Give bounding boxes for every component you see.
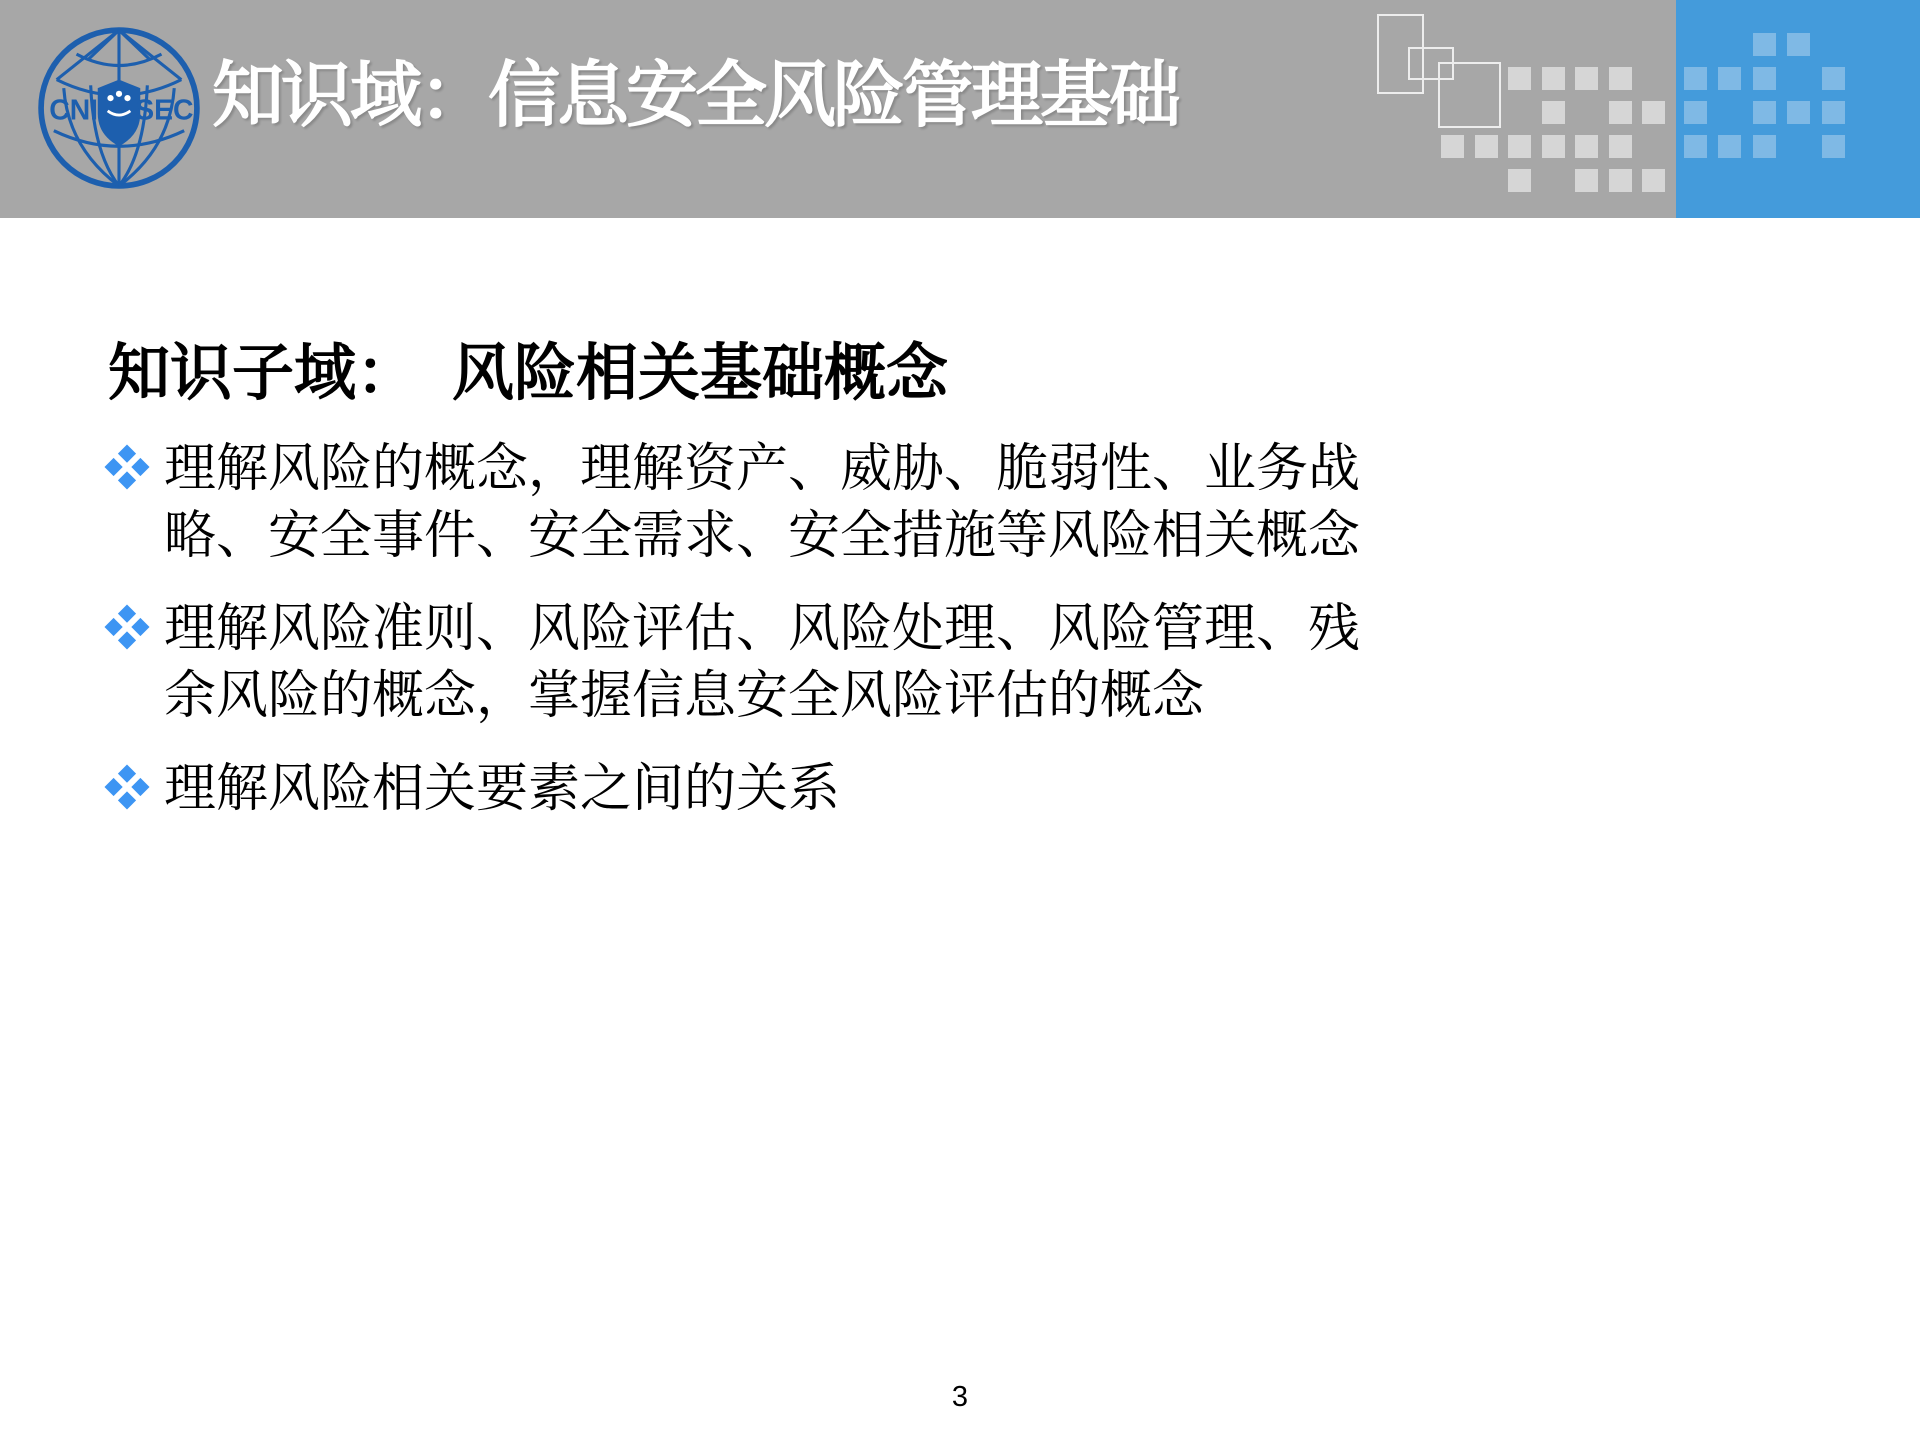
slide-title: 知识域：信息安全风险管理基础 [212,56,1179,136]
gray-deco-square [1542,135,1565,158]
gray-deco-square [1542,101,1565,124]
blue-deco-square [1753,135,1776,158]
gray-deco-square [1575,135,1598,158]
gray-deco-square [1575,169,1598,192]
gray-deco-square [1609,135,1632,158]
blue-deco-square [1822,135,1845,158]
outline-deco-square [1438,62,1501,128]
gray-deco-square [1609,67,1632,90]
blue-deco-square [1787,101,1810,124]
gray-deco-square [1575,67,1598,90]
section-heading-text: 风险相关基础概念 [452,339,949,408]
logo-text-sec: SEC [135,94,194,127]
four-diamond-bullet-icon [104,604,150,650]
blue-deco-square [1753,33,1776,56]
cnitsec-logo [34,22,204,194]
blue-deco-square [1787,33,1810,56]
four-diamond-bullet-icon [104,764,150,810]
bullet-text: 理解风险相关要素之间的关系 [164,760,841,818]
section-heading [108,338,948,409]
blue-deco-square [1684,67,1707,90]
gray-deco-square [1642,101,1665,124]
page-number: 3 [951,1381,969,1413]
gray-deco-square [1609,101,1632,124]
logo-text-cni: CNI [49,94,99,127]
gray-deco-square [1542,67,1565,90]
logo-shield-icon [98,80,141,147]
blue-deco-square [1684,101,1707,124]
gray-deco-square [1508,169,1531,192]
header-band [0,0,1920,218]
gray-deco-square [1609,169,1632,192]
blue-deco-square [1753,67,1776,90]
section-heading-prefix: 知识子域： [108,339,419,408]
list-item [104,596,1404,730]
bullet-text: 理解风险准则、风险评估、风险处理、风险管理、残余风险的概念，掌握信息安全风险评估的概念 [164,600,1361,725]
blue-deco-square [1684,135,1707,158]
blue-deco-square [1822,101,1845,124]
blue-deco-square [1822,67,1845,90]
list-item [104,756,1404,823]
blue-deco-square [1753,101,1776,124]
gray-deco-square [1475,135,1498,158]
gray-deco-square [1441,135,1464,158]
blue-deco-square [1718,67,1741,90]
gray-deco-square [1642,169,1665,192]
list-item [104,436,1404,570]
gray-deco-square [1508,67,1531,90]
bullet-list [104,436,1404,849]
gray-deco-square [1508,135,1531,158]
four-diamond-bullet-icon [104,444,150,490]
bullet-text: 理解风险的概念，理解资产、威胁、脆弱性、业务战略、安全事件、安全需求、安全措施等风险相关概念 [164,440,1361,565]
blue-deco-square [1718,135,1741,158]
